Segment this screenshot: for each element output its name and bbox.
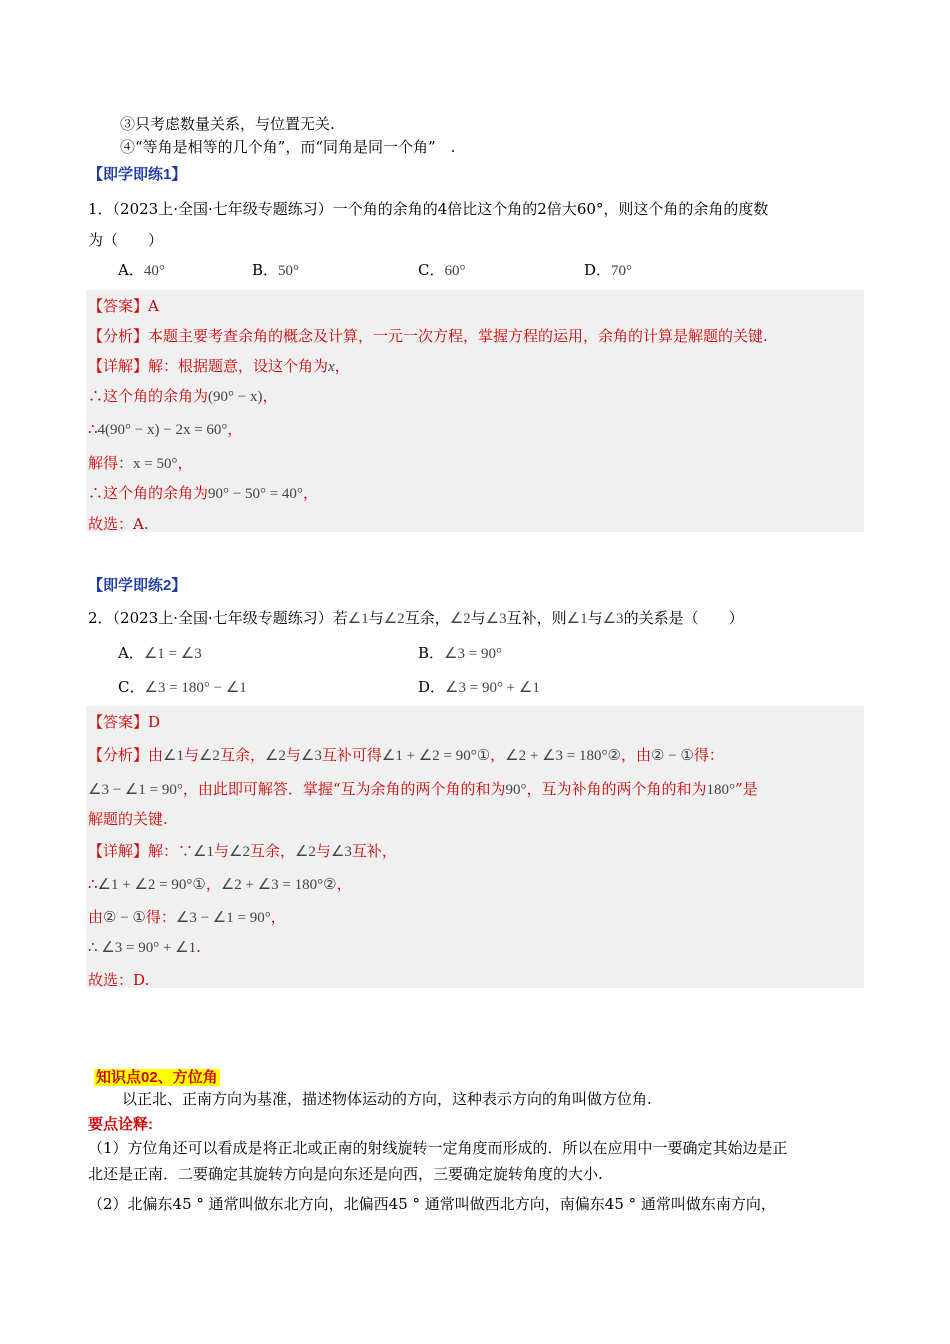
detail-label: 【详解】 (88, 842, 149, 860)
option-value: 50° (278, 263, 300, 279)
math-expr: 90° (505, 782, 527, 798)
option-value: 70° (611, 263, 633, 279)
question-1-line-1: 1．（2023上·全国·七年级专题练习）一个角的余角的4倍比这个角的2倍大60°，则这个角的余角的度数 (88, 200, 769, 218)
math-expr: ∠2 (264, 748, 286, 764)
detail-1 (88, 355, 350, 376)
d-text: 互补， (351, 842, 397, 860)
a-text: ，由此即可解答．掌握“互为余角的两个角的和为 (182, 780, 506, 798)
a-text: ， (490, 746, 506, 764)
a-text: ，由 (620, 746, 651, 764)
a-text: 得： (693, 746, 724, 764)
math-expr: (90° − x) (208, 389, 263, 405)
option-value: 60° (444, 263, 466, 279)
punct: ， (205, 875, 221, 893)
math-expr: ② − ① (103, 910, 146, 926)
step-text: 解得： (88, 454, 134, 472)
option-d (584, 259, 632, 280)
question-1-line-2: 为（ ） (88, 231, 164, 249)
math-expr: ∠1 (193, 844, 214, 860)
math-expr: ∠3 (602, 611, 624, 627)
practice-2-label: 【即学即练2】 (88, 577, 187, 594)
answer-2: 【答案】D (88, 713, 161, 731)
option-key: C． (418, 261, 445, 279)
q-text: 与 (587, 609, 603, 627)
math-expr: ∴ ∠3 = 90° + ∠1 (88, 940, 197, 956)
therefore-symbol: ∴ (88, 420, 98, 438)
option-a (118, 259, 165, 280)
punct: ， (270, 908, 286, 926)
intro-line-4: ④“等角是相等的几个角”，而“同角是同一个角” . (120, 138, 456, 156)
math-expr: ∠3 (485, 611, 507, 627)
math-expr: ∠3 − ∠1 = 90° (175, 910, 271, 926)
d-text: 解：∵ (148, 842, 194, 860)
math-expr: ∠2 (198, 748, 220, 764)
detail-2-step-3 (88, 938, 201, 957)
math-expr: ∠1 (347, 611, 369, 627)
choose-2: 故选：D. (88, 971, 150, 989)
option-key: A． (118, 644, 144, 662)
point-1-line-2: 北还是正南．二要确定其旋转方向是向东还是向西，三要确定旋转角度的大小. (88, 1165, 603, 1183)
option-key: D． (418, 678, 446, 696)
detail-label: 【详解】 (88, 357, 149, 375)
math-expr: ∠3 (300, 748, 322, 764)
option-b (252, 259, 299, 280)
punct: ， (262, 387, 278, 405)
math-expr: 180° (706, 782, 735, 798)
math-expr: ∠1 (163, 748, 184, 764)
a-text: 【分析】由 (88, 746, 164, 764)
option-key: B． (252, 261, 279, 279)
option-a (118, 642, 202, 663)
punct: ， (177, 454, 193, 472)
d-text: 与 (213, 842, 229, 860)
math-expr: ② − ① (650, 748, 694, 764)
option-c (118, 676, 247, 697)
option-key: D． (584, 261, 612, 279)
q-text: 互余， (404, 609, 450, 627)
option-d (418, 676, 540, 697)
q-text: 的关系是（ ） (623, 609, 744, 627)
step-1 (88, 385, 277, 406)
knowledge-definition: 以正北、正南方向为基准，描述物体运动的方向，这种表示方向的角叫做方位角. (122, 1090, 652, 1108)
knowledge-title (94, 1066, 220, 1087)
option-key: B． (418, 644, 445, 662)
punct: ， (336, 875, 352, 893)
detail-2-step-1 (88, 873, 352, 894)
a-text: 互余， (219, 746, 265, 764)
point-2-line-1: （2）北偏东45 ° 通常叫做东北方向，北偏西45 ° 通常叫做西北方向，南偏东45 ° 通常叫做东南方向， (88, 1195, 776, 1213)
a-text: ”是 (735, 780, 758, 798)
a-text: 与 (183, 746, 199, 764)
option-value: 40° (143, 263, 165, 279)
math-expr: x = 50° (133, 456, 178, 472)
d-text: 互余， (249, 842, 295, 860)
intro-line-3: ③只考虑数量关系，与位置无关. (120, 115, 335, 133)
q-text: 互补，则 (506, 609, 567, 627)
option-b (418, 642, 502, 663)
step-3 (88, 452, 193, 473)
key-points-label: 要点诠释: (88, 1116, 153, 1133)
analysis-2-line-1 (88, 744, 724, 765)
detail-2-step-2 (88, 906, 286, 927)
knowledge-title-text: 知识点02、方位角 (96, 1069, 218, 1086)
option-key: C． (118, 678, 145, 696)
a-text: 与 (285, 746, 301, 764)
q-text: 2．（2023上·全国·七年级专题练习）若 (88, 609, 348, 627)
math-expr: ∠3 (330, 844, 352, 860)
option-value: ∠1 = ∠3 (143, 646, 202, 662)
practice-1-label: 【即学即练1】 (88, 166, 187, 183)
punct: . (196, 938, 201, 956)
a-text: 互补可得 (321, 746, 382, 764)
answer-1: 【答案】A (88, 297, 159, 315)
detail-2 (88, 840, 397, 861)
option-c (418, 259, 465, 280)
therefore-symbol: ∴ (88, 875, 98, 893)
math-var: x (328, 359, 335, 375)
option-value: ∠3 = 90° (444, 646, 502, 662)
d-text: 由 (88, 908, 104, 926)
math-expr: ∠2 + ∠3 = 180°② (505, 748, 621, 764)
math-expr: 4(90° − x) − 2x = 60° (97, 422, 228, 438)
math-expr: ∠2 (383, 611, 405, 627)
step-4 (88, 482, 318, 503)
math-expr: ∠2 (449, 611, 471, 627)
punct: ， (334, 357, 350, 375)
analysis-2-line-3: 解题的关键. (88, 810, 168, 828)
d-text: 得： (145, 908, 176, 926)
detail-text: 解：根据题意，设这个角为 (148, 357, 329, 375)
math-expr: ∠2 (294, 844, 316, 860)
step-text: ∴这个角的余角为 (88, 484, 209, 502)
punct: ， (227, 420, 243, 438)
math-expr: ∠1 + ∠2 = 90°① (381, 748, 491, 764)
math-expr: ∠2 (229, 844, 250, 860)
step-text: ∴这个角的余角为 (88, 387, 209, 405)
q-text: 与 (470, 609, 486, 627)
option-value: ∠3 = 180° − ∠1 (144, 680, 247, 696)
math-expr: ∠1 (566, 611, 588, 627)
step-2 (88, 418, 242, 439)
q-text: 与 (368, 609, 384, 627)
punct: ， (302, 484, 318, 502)
option-key: A． (118, 261, 144, 279)
analysis-1: 【分析】本题主要考查余角的概念及计算，一元一次方程，掌握方程的运用，余角的计算是解题的关键. (88, 327, 768, 345)
analysis-2-line-2 (88, 778, 758, 799)
math-expr: 90° − 50° = 40° (208, 486, 303, 502)
math-expr: ∠3 − ∠1 = 90° (88, 782, 183, 798)
question-2 (88, 607, 744, 628)
math-expr: ∠2 + ∠3 = 180°② (220, 877, 337, 893)
point-1-line-1: （1）方位角还可以看成是将正北或正南的射线旋转一定角度而形成的．所以在应用中一要确定其始边是正 (88, 1139, 788, 1157)
math-expr: ∠1 + ∠2 = 90°① (97, 877, 206, 893)
d-text: 与 (315, 842, 331, 860)
choose-1: 故选：A. (88, 515, 149, 533)
option-value: ∠3 = 90° + ∠1 (445, 680, 540, 696)
a-text: ，互为补角的两个角的和为 (526, 780, 707, 798)
